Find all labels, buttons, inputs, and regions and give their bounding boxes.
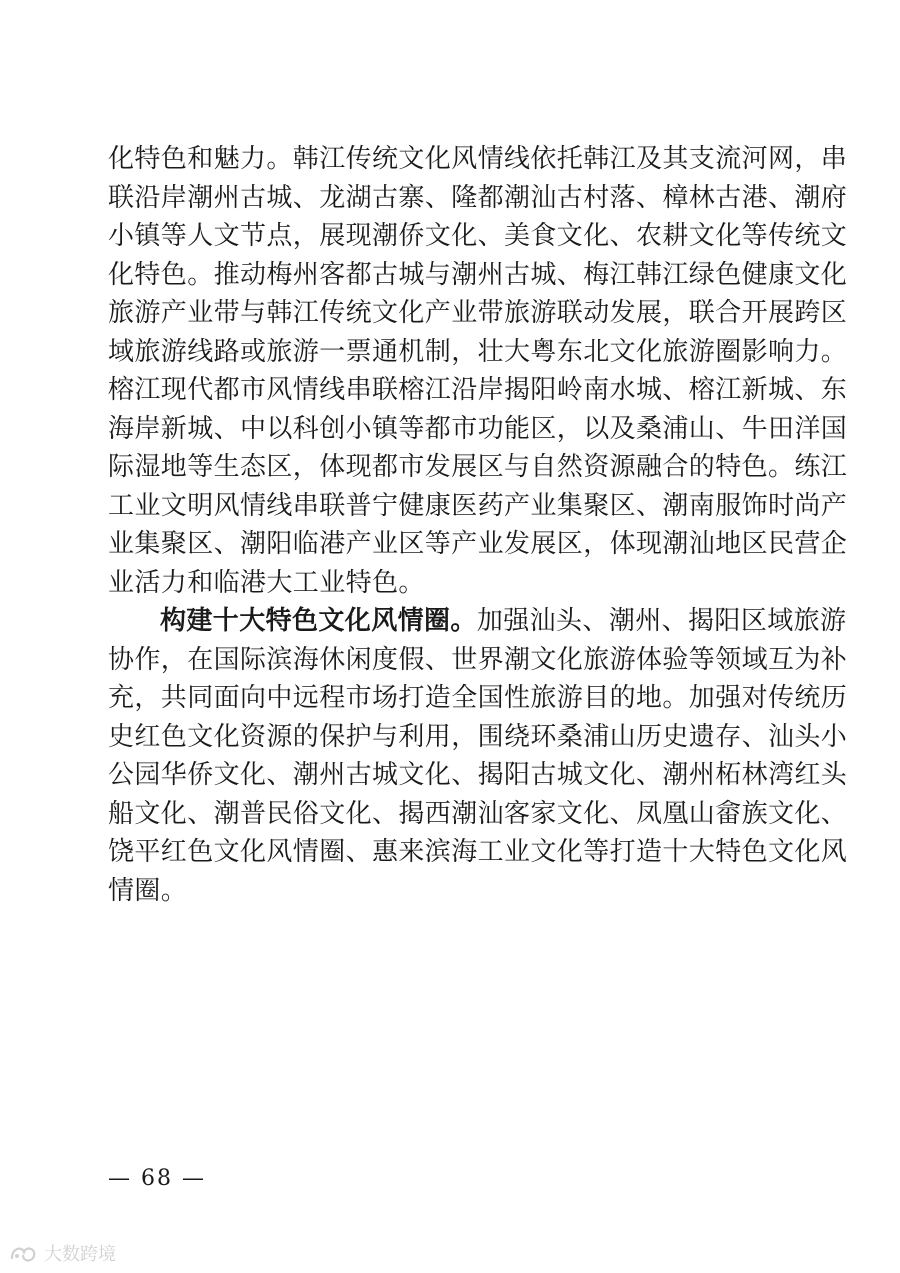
body-text (108, 140, 848, 910)
watermark (8, 1240, 116, 1266)
text-line: 旅游产业带与韩江传统文化产业带旅游联动发展，联合开展跨区 (108, 298, 848, 328)
text-line: 联沿岸潮州古城、龙湖古寨、隆都潮汕古村落、樟林古港、潮府 (108, 182, 848, 213)
text-line: 充，共同面向中远程市场打造全国性旅游目的地。加强对传统历 (108, 683, 848, 713)
text-line: 船文化、潮普民俗文化、揭西潮汕客家文化、凤凰山畲族文化、 (108, 798, 848, 829)
text-line: 饶平红色文化风情圈、惠来滨海工业文化等打造十大特色文化风 (108, 837, 848, 867)
text-line: 化特色。推动梅州客都古城与潮州古城、梅江韩江绿色健康文化 (108, 259, 848, 290)
text-line: 公园华侨文化、潮州古城文化、揭阳古城文化、潮州柘林湾红头 (108, 760, 848, 790)
paragraph-heading: 构建十大特色文化风情圈。 (160, 606, 477, 636)
text-run: 加强汕头、潮州、揭阳区域旅游 (476, 606, 847, 636)
paragraph-1 (108, 140, 848, 602)
paragraph-2 (108, 602, 848, 910)
text-line: 工业文明风情线串联普宁健康医药产业集聚区、潮南服饰时尚产 (108, 490, 848, 521)
text-line: 小镇等人文节点，展现潮侨文化、美食文化、农耕文化等传统文 (108, 221, 848, 251)
page-number: — 68 — (108, 1166, 206, 1191)
text-line: 业活力和临港大工业特色。 (108, 567, 425, 598)
text-line: 海岸新城、中以科创小镇等都市功能区，以及桑浦山、牛田洋国 (108, 413, 848, 444)
text-line: 域旅游线路或旅游一票通机制，壮大粤东北文化旅游圈影响力。 (108, 336, 848, 367)
text-line: 业集聚区、潮阳临港产业区等产业发展区，体现潮汕地区民营企 (108, 529, 848, 559)
text-line (108, 602, 847, 641)
watermark-text: 大数跨境 (44, 1244, 116, 1265)
watermark-logo-icon (8, 1242, 38, 1264)
text-line: 情圈。 (108, 875, 188, 906)
text-line: 际湿地等生态区，体现都市发展区与自然资源融合的特色。练江 (108, 452, 848, 482)
text-line: 化特色和魅力。韩江传统文化风情线依托韩江及其支流河网，串 (108, 144, 848, 174)
text-line: 史红色文化资源的保护与利用，围绕环桑浦山历史遗存、汕头小 (108, 721, 848, 752)
text-line: 榕江现代都市风情线串联榕江沿岸揭阳岭南水城、榕江新城、东 (108, 375, 848, 405)
text-line: 协作，在国际滨海休闲度假、世界潮文化旅游体验等领域互为补 (108, 644, 848, 675)
